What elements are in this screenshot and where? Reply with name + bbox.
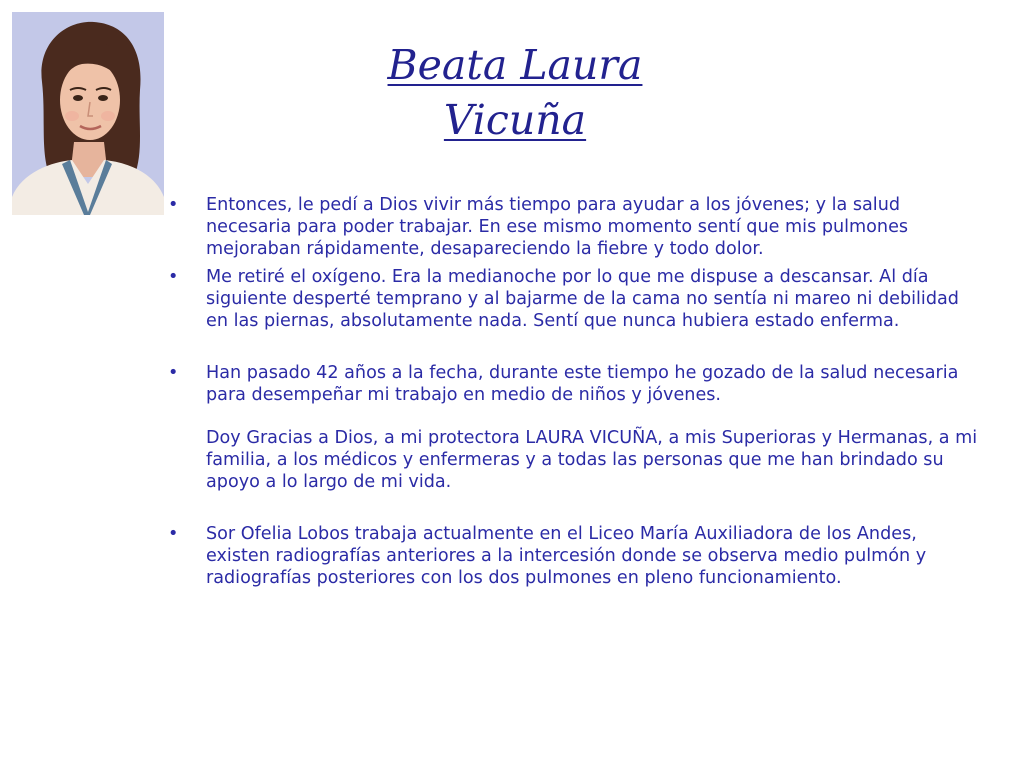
bullet-item (168, 266, 980, 332)
bullet-text: Me retiré el oxígeno. Era la medianoche por lo que me dispuse a descansar. Al día siguiente desperté temprano y al bajarme de la cama no sentía ni mareo ni debilidad en las piernas, absolutamente nada. Sentí que nunca hubiera estado enferma. (206, 267, 959, 331)
bullet-list (168, 194, 980, 589)
bullet-dot-icon: • (168, 267, 179, 287)
slide-title (300, 38, 730, 148)
bullet-item (168, 362, 980, 493)
portrait-image (12, 12, 164, 215)
portrait-photo-icon (12, 12, 164, 215)
bullet-item (168, 194, 980, 260)
bullet-text-paragraph-2: Doy Gracias a Dios, a mi protectora LAURA VICUÑA, a mis Superioras y Hermanas, a mi familia, a los médicos y enfermeras y a todas las personas que me han brindado su apoyo a lo largo de mi vida. (206, 428, 978, 492)
bullet-dot-icon: • (168, 524, 179, 544)
bullet-text: Entonces, le pedí a Dios vivir más tiempo para ayudar a los jóvenes; y la salud necesaria para poder trabajar. En ese mismo momento sentí que mis pulmones mejoraban rápidamente, desapareciendo la fiebre y todo dolor. (206, 195, 909, 259)
bullet-text: Han pasado 42 años a la fecha, durante este tiempo he gozado de la salud necesaria para desempeñar mi trabajo en medio de niños y jóvenes. (206, 363, 959, 405)
bullet-dot-icon: • (168, 363, 179, 383)
bullet-item (168, 523, 980, 589)
title-line-2: Vicuña (443, 96, 587, 144)
title-line-1: Beata Laura (387, 41, 643, 89)
bullet-dot-icon: • (168, 195, 179, 215)
bullet-text: Sor Ofelia Lobos trabaja actualmente en el Liceo María Auxiliadora de los Andes, existen radiografías anteriores a la intercesión donde se observa medio pulmón y radiografías posteriores con los dos pulmones en pleno funcionamiento. (206, 524, 927, 588)
